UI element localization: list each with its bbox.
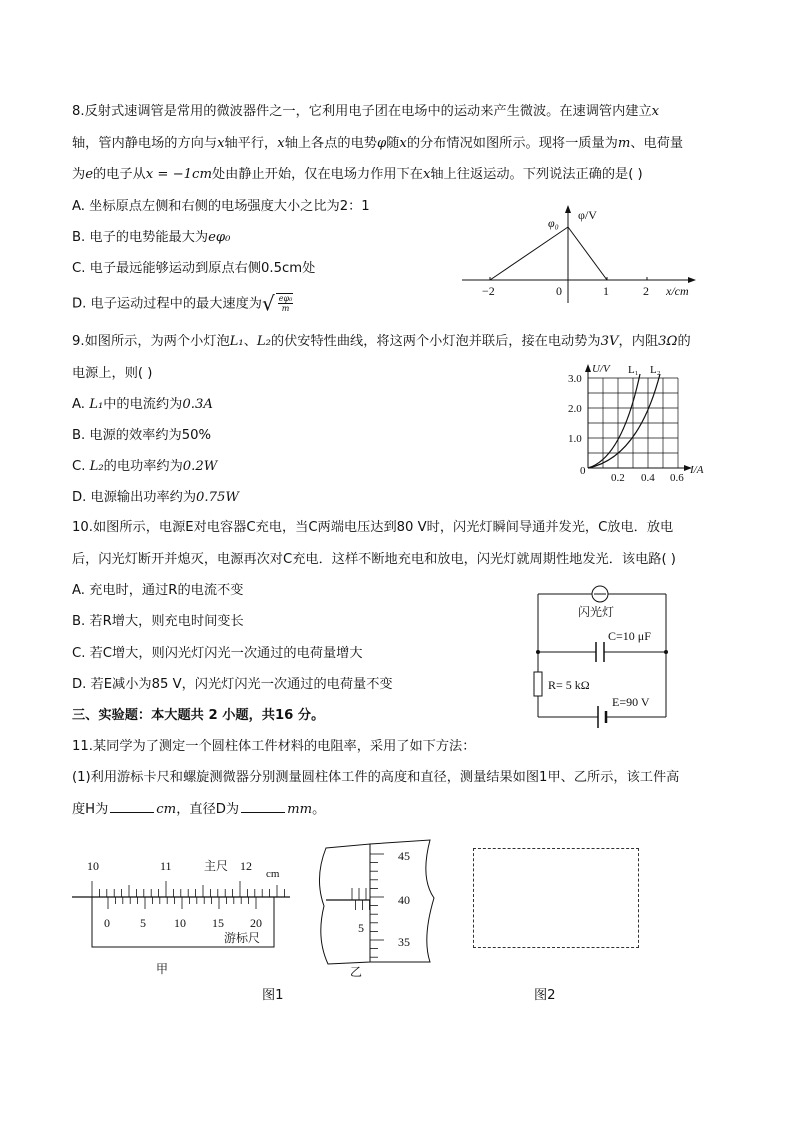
q11-line2: (1)利用游标卡尺和螺旋测微器分别测量圆柱体工件的高度和直径，测量结果如图1甲、乙所示，该工件高 bbox=[72, 770, 680, 785]
ytick-0: 0 bbox=[580, 465, 586, 477]
curve-L2 bbox=[588, 374, 660, 468]
micrometer-figure bbox=[312, 838, 442, 980]
y-axis-arrow-icon bbox=[565, 205, 571, 213]
q9-option-d: D. 电源输出功率约为0.75W bbox=[72, 490, 239, 505]
diameter-answer-blank[interactable] bbox=[241, 800, 285, 813]
q10-line2: 后，闪光灯断开并熄灭，电源再次对C充电．这样不断地充电和放电，闪光灯就周期性地发光．该电路( ) bbox=[72, 552, 676, 567]
fig2-caption: 图2 bbox=[534, 988, 556, 1003]
main-scale-label: 主尺 bbox=[204, 859, 229, 873]
vernier-tick-10: 10 bbox=[174, 916, 186, 930]
fig2-placeholder-box bbox=[473, 848, 639, 948]
q9-iv-graph bbox=[560, 362, 720, 484]
xtick-06: 0.6 bbox=[670, 472, 684, 484]
q8-potential-graph bbox=[460, 205, 710, 305]
q9-option-a: A. L₁中的电流约为0.3A bbox=[72, 397, 213, 412]
phi0-label: φ₀ bbox=[548, 216, 559, 230]
unit-label: cm bbox=[266, 868, 280, 880]
main-tick-12: 12 bbox=[240, 859, 252, 873]
tick-0: 0 bbox=[556, 284, 562, 298]
section3-heading: 三、实验题：本大题共 2 小题，共16 分。 bbox=[72, 708, 325, 723]
micrometer-caption: 乙 bbox=[350, 965, 363, 979]
lamp-label: 闪光灯 bbox=[578, 605, 615, 619]
xtick-02: 0.2 bbox=[611, 472, 625, 484]
vernier-scale-label: 游标尺 bbox=[224, 931, 261, 945]
ytick-2: 2.0 bbox=[568, 403, 582, 415]
q9-option-c: C. L₂的电功率约为0.2W bbox=[72, 459, 218, 474]
q10-line1: 10.如图所示，电源E对电容器C充电，当C两端电压达到80 V时，闪光灯瞬间导通并发光，C放电．放电 bbox=[72, 520, 674, 535]
q8-line3: 为e的电子从x = −1cm处由静止开始，仅在电场力作用下在x轴上往返运动。下列说法正确的是( ) bbox=[72, 167, 643, 182]
resistor-label: R= 5 kΩ bbox=[548, 678, 590, 692]
resistor-icon bbox=[534, 672, 542, 696]
q11-line1: 11.某同学为了测定一个圆柱体工件材料的电阻率，采用了如下方法： bbox=[72, 739, 476, 754]
q8-option-d: D. 电子运动过程中的最大速度为√ $\frac{\text{eφ₀}}{m}$ bbox=[72, 291, 293, 316]
ytick-1: 1.0 bbox=[568, 433, 582, 445]
u-axis-label: U/V bbox=[592, 363, 610, 375]
main-tick-11: 11 bbox=[160, 859, 172, 873]
q8-option-c: C. 电子最远能够运动到原点右侧0.5cm处 bbox=[72, 261, 316, 276]
vernier-tick-0: 0 bbox=[104, 916, 110, 930]
main-tick-10: 10 bbox=[87, 859, 99, 873]
vernier-tick-15: 15 bbox=[212, 916, 224, 930]
q9-option-b: B. 电源的效率约为50% bbox=[72, 428, 212, 443]
thimble-tick-35: 35 bbox=[398, 935, 410, 949]
caliper-caption: 甲 bbox=[156, 962, 169, 976]
tick-1: 1 bbox=[603, 284, 609, 298]
L2-label: L₂ bbox=[650, 364, 661, 376]
height-answer-blank[interactable] bbox=[110, 800, 154, 813]
q10-option-c: C. 若C增大，则闪光灯闪光一次通过的电荷量增大 bbox=[72, 646, 363, 661]
q9-line1: 9.如图所示，为两个小灯泡L₁、L₂的伏安特性曲线，将这两个小灯泡并联后，接在电动势为3V，内阻3Ω的 bbox=[72, 334, 691, 349]
vernier-tick-20: 20 bbox=[250, 916, 262, 930]
q10-option-b: B. 若R增大，则充电时间变长 bbox=[72, 614, 244, 629]
q8-line1: 8.反射式速调管是常用的微波器件之一，它利用电子团在电场中的运动来产生微波。在速调管内建立x bbox=[72, 104, 660, 119]
i-axis-label: I/A bbox=[690, 464, 704, 476]
q11-line3: 度H为 cm，直径D为 mm。 bbox=[72, 802, 326, 817]
fig1-caption: 图1 bbox=[262, 988, 284, 1003]
L1-label: L₁ bbox=[628, 364, 639, 376]
thimble-tick-45: 45 bbox=[398, 849, 410, 863]
curve-L1 bbox=[588, 374, 640, 468]
battery-label: E=90 V bbox=[612, 695, 650, 709]
q9-line2: 电源上，则( ) bbox=[72, 366, 153, 381]
q10-option-d: D. 若E减小为85 V，闪光灯闪光一次通过的电荷量不变 bbox=[72, 677, 393, 692]
tick-2: 2 bbox=[643, 284, 649, 298]
thimble-tick-40: 40 bbox=[398, 893, 410, 907]
vernier-caliper-figure bbox=[70, 855, 300, 980]
q8-option-b: B. 电子的电势能最大为eφ₀ bbox=[72, 230, 231, 245]
phi-curve bbox=[490, 227, 607, 280]
u-axis-arrow-icon bbox=[585, 364, 591, 372]
capacitor-label: C=10 μF bbox=[608, 629, 651, 643]
x-axis-label: x/cm bbox=[666, 284, 689, 298]
tick-minus2: −2 bbox=[482, 284, 495, 298]
q8-line2: 轴，管内静电场的方向与x轴平行，x轴上各点的电势φ随x的分布情况如图所示。现将一质量为m、电荷量 bbox=[72, 136, 684, 151]
x-axis-arrow-icon bbox=[688, 277, 696, 283]
y-axis-label: φ/V bbox=[578, 208, 597, 222]
vernier-tick-5: 5 bbox=[140, 916, 146, 930]
q10-circuit bbox=[530, 582, 680, 732]
ytick-3: 3.0 bbox=[568, 373, 582, 385]
xtick-04: 0.4 bbox=[641, 472, 655, 484]
q8-option-a: A. 坐标原点左侧和右侧的电场强度大小之比为2：1 bbox=[72, 199, 370, 214]
sleeve-tick-5: 5 bbox=[358, 921, 364, 935]
q10-option-a: A. 充电时，通过R的电流不变 bbox=[72, 583, 244, 598]
